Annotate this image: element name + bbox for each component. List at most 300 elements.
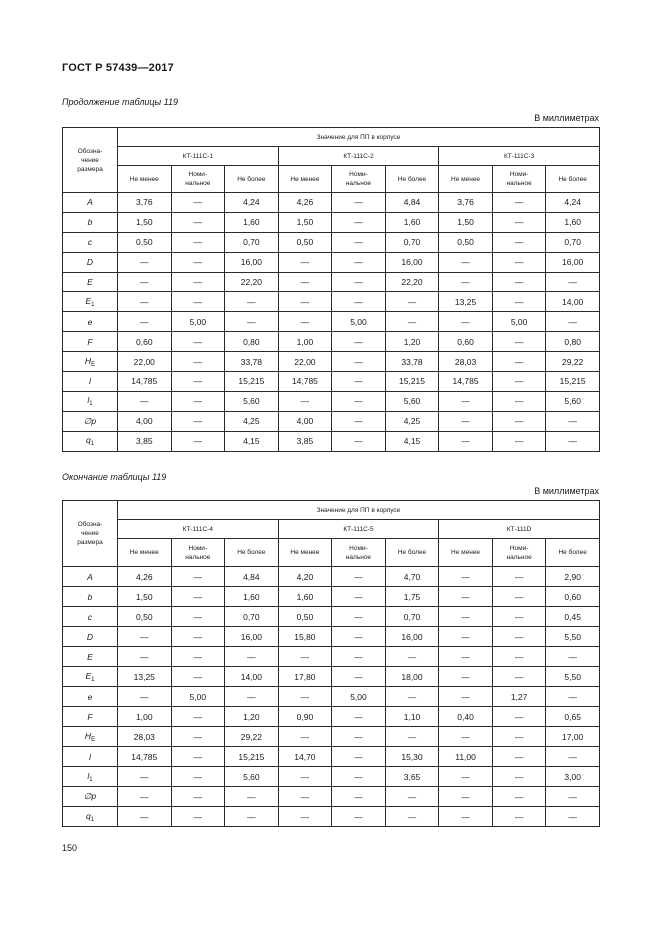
value-cell: 22,20 (225, 272, 279, 292)
value-cell: — (278, 252, 332, 272)
symbol-subscript: 1 (91, 676, 95, 683)
value-cell: 14,785 (118, 747, 172, 767)
value-cell: — (171, 411, 225, 431)
value-cell: — (118, 391, 172, 411)
value-cell: — (171, 807, 225, 827)
value-cell: 0,40 (439, 707, 493, 727)
value-cell: 5,50 (546, 627, 600, 647)
table-row (63, 787, 600, 807)
table-row (63, 332, 600, 352)
value-cell: 16,00 (225, 627, 279, 647)
value-cell: — (118, 687, 172, 707)
dimension-symbol (63, 332, 118, 352)
value-cell: — (332, 567, 386, 587)
limit-subheader: Не менее (118, 166, 172, 193)
value-cell: 4,00 (278, 411, 332, 431)
value-cell: — (278, 292, 332, 312)
value-cell: — (546, 807, 600, 827)
value-cell: — (171, 272, 225, 292)
package-group-header: КТ-111D (439, 520, 600, 539)
dimension-symbol (63, 687, 118, 707)
value-cell: — (492, 767, 546, 787)
value-cell: — (171, 647, 225, 667)
table-row (63, 647, 600, 667)
value-cell: — (492, 252, 546, 272)
value-cell: 5,60 (385, 391, 439, 411)
value-cell: — (492, 372, 546, 392)
table-row (63, 767, 600, 787)
value-header: Значение для ПП в корпусе (118, 128, 600, 147)
value-cell: — (171, 232, 225, 252)
value-cell: — (439, 687, 493, 707)
value-cell: — (171, 332, 225, 352)
value-cell: — (332, 272, 386, 292)
table2 (62, 500, 600, 827)
symbol-text: E (85, 295, 92, 306)
dimension-symbol (63, 193, 118, 213)
dimension-symbol (63, 647, 118, 667)
symbol-text: q (85, 435, 91, 446)
value-cell: — (332, 332, 386, 352)
document-title: ГОСТ Р 57439—2017 (62, 62, 174, 74)
value-cell: 1,60 (546, 212, 600, 232)
value-cell: 1,00 (278, 332, 332, 352)
limit-subheader: Не более (225, 539, 279, 567)
value-cell: — (278, 807, 332, 827)
value-cell: — (171, 292, 225, 312)
value-cell: — (332, 807, 386, 827)
value-cell: — (385, 292, 439, 312)
dimension-symbol (63, 212, 118, 232)
value-cell: — (492, 411, 546, 431)
table-row (63, 372, 600, 392)
value-cell: 0,65 (546, 707, 600, 727)
table-row (63, 747, 600, 767)
value-cell: 13,25 (118, 667, 172, 687)
value-cell: 3,76 (118, 193, 172, 213)
value-cell: — (492, 807, 546, 827)
dimension-symbol (63, 431, 118, 451)
value-cell: — (439, 727, 493, 747)
value-cell: — (546, 787, 600, 807)
value-cell: 16,00 (546, 252, 600, 272)
symbol-text: A (87, 571, 93, 582)
value-cell: 0,50 (118, 607, 172, 627)
table-row (63, 567, 600, 587)
package-group-header: КТ-111С-4 (118, 520, 279, 539)
dimension-symbol (63, 272, 118, 292)
value-cell: 15,30 (385, 747, 439, 767)
value-cell: 5,00 (171, 312, 225, 332)
value-cell: — (492, 431, 546, 451)
table1-caption: Продолжение таблицы 119 (62, 97, 179, 107)
value-cell: — (439, 587, 493, 607)
value-cell: — (385, 727, 439, 747)
value-cell: — (492, 272, 546, 292)
value-cell: 5,00 (171, 687, 225, 707)
symbol-text: l (87, 395, 90, 406)
value-cell: — (332, 232, 386, 252)
table-row (63, 272, 600, 292)
package-group-header: КТ-111С-3 (439, 147, 600, 166)
value-cell: 5,50 (546, 667, 600, 687)
value-cell: — (171, 587, 225, 607)
value-cell: — (546, 747, 600, 767)
value-cell: 2,90 (546, 567, 600, 587)
value-cell: — (171, 607, 225, 627)
value-cell: — (439, 787, 493, 807)
value-cell: — (439, 272, 493, 292)
value-cell: — (439, 767, 493, 787)
symbol-text: q (85, 810, 91, 821)
dimension-symbol (63, 707, 118, 727)
value-cell: 15,215 (546, 372, 600, 392)
value-cell: — (225, 292, 279, 312)
value-cell: — (118, 647, 172, 667)
value-cell: — (385, 687, 439, 707)
table-row (63, 627, 600, 647)
symbol-text: D (86, 631, 94, 642)
value-cell: — (278, 391, 332, 411)
table-row (63, 292, 600, 312)
value-cell: — (439, 627, 493, 647)
symbol-text: b (87, 591, 93, 602)
value-cell: — (492, 193, 546, 213)
value-cell: 1,50 (278, 212, 332, 232)
package-group-header: КТ-111С-2 (278, 147, 439, 166)
limit-subheader: Не менее (278, 539, 332, 567)
value-cell: — (332, 431, 386, 451)
value-cell: — (118, 627, 172, 647)
dimension-symbol (63, 667, 118, 687)
value-cell: — (332, 193, 386, 213)
value-cell: — (118, 767, 172, 787)
value-cell: 33,78 (225, 352, 279, 372)
value-cell: — (492, 391, 546, 411)
limit-subheader: Не более (385, 539, 439, 567)
value-cell: 29,22 (546, 352, 600, 372)
value-cell: 0,60 (118, 332, 172, 352)
value-cell: — (118, 252, 172, 272)
value-cell: — (332, 212, 386, 232)
value-cell: 0,70 (385, 607, 439, 627)
value-cell: 4,25 (225, 411, 279, 431)
value-cell: — (439, 431, 493, 451)
value-cell: 0,70 (225, 607, 279, 627)
symbol-text: H (84, 355, 92, 366)
value-cell: — (332, 587, 386, 607)
value-cell: 1,60 (385, 212, 439, 232)
value-cell: — (332, 292, 386, 312)
value-cell: 0,70 (225, 232, 279, 252)
value-cell: — (492, 232, 546, 252)
table-row (63, 431, 600, 451)
limit-subheader: Номи- нальное (171, 539, 225, 567)
symbol-text: ∅p (83, 415, 97, 426)
value-cell: 4,84 (385, 193, 439, 213)
dimension-symbol (63, 292, 118, 312)
value-cell: — (171, 372, 225, 392)
value-cell: — (171, 212, 225, 232)
value-cell: — (118, 312, 172, 332)
value-cell: 1,60 (225, 212, 279, 232)
symbol-text: F (87, 336, 93, 347)
value-cell: 0,50 (278, 607, 332, 627)
value-cell: — (118, 292, 172, 312)
value-cell: 5,00 (332, 312, 386, 332)
value-cell: 14,70 (278, 747, 332, 767)
value-cell: — (492, 787, 546, 807)
symbol-text: E (87, 651, 93, 662)
value-cell: 15,80 (278, 627, 332, 647)
value-cell: — (171, 193, 225, 213)
symbol-subscript: 1 (89, 776, 93, 783)
value-cell: — (278, 687, 332, 707)
value-cell: — (332, 767, 386, 787)
dimension-symbol (63, 767, 118, 787)
value-cell: — (171, 352, 225, 372)
limit-subheader: Не более (225, 166, 279, 193)
value-cell: 13,25 (439, 292, 493, 312)
value-cell: — (439, 312, 493, 332)
value-cell: — (492, 647, 546, 667)
value-cell: 22,00 (118, 352, 172, 372)
value-cell: 16,00 (385, 627, 439, 647)
value-cell: 5,00 (492, 312, 546, 332)
symbol-text: A (87, 197, 93, 208)
value-cell: 4,26 (118, 567, 172, 587)
value-cell: — (332, 411, 386, 431)
symbol-subscript: 1 (91, 301, 95, 308)
value-cell: — (278, 647, 332, 667)
value-cell: — (278, 272, 332, 292)
value-cell: 1,60 (225, 587, 279, 607)
package-group-header: КТ-111С-1 (118, 147, 279, 166)
value-cell: — (492, 587, 546, 607)
value-cell: — (332, 372, 386, 392)
dimension-symbol (63, 727, 118, 747)
value-cell: — (171, 431, 225, 451)
value-cell: — (332, 707, 386, 727)
symbol-subscript: 1 (90, 441, 95, 448)
value-cell: 11,00 (439, 747, 493, 767)
value-cell: 1,50 (118, 587, 172, 607)
value-cell: — (385, 807, 439, 827)
dimension-symbol (63, 607, 118, 627)
value-cell: — (171, 567, 225, 587)
value-cell: — (225, 312, 279, 332)
value-cell: 15,215 (225, 372, 279, 392)
value-cell: — (439, 567, 493, 587)
value-cell: 5,60 (225, 391, 279, 411)
table-row (63, 707, 600, 727)
value-cell: — (439, 807, 493, 827)
value-cell: 4,70 (385, 567, 439, 587)
page-number: 150 (62, 843, 78, 853)
value-cell: — (332, 607, 386, 627)
value-cell: 14,785 (278, 372, 332, 392)
symbol-text: F (87, 711, 93, 722)
limit-subheader: Не менее (118, 539, 172, 567)
value-cell: — (225, 647, 279, 667)
value-cell: 1,20 (385, 332, 439, 352)
value-cell: 1,50 (118, 212, 172, 232)
package-group-header: КТ-111С-5 (278, 520, 439, 539)
value-cell: — (546, 312, 600, 332)
value-cell: 3,00 (546, 767, 600, 787)
value-cell: 0,70 (385, 232, 439, 252)
limit-subheader: Не менее (439, 539, 493, 567)
table2-units: В миллиметрах (534, 486, 599, 496)
value-cell: — (118, 272, 172, 292)
value-cell: 1,75 (385, 587, 439, 607)
dimension-symbol (63, 352, 118, 372)
limit-subheader: Не более (546, 166, 600, 193)
value-cell: — (332, 627, 386, 647)
symbol-text: E (87, 277, 93, 287)
symbol-text: c (87, 237, 93, 248)
value-cell: 14,785 (439, 372, 493, 392)
value-cell: — (332, 352, 386, 372)
value-cell: — (439, 667, 493, 687)
limit-subheader: Не более (546, 539, 600, 567)
table-row (63, 727, 600, 747)
table-row (63, 807, 600, 827)
value-cell: — (278, 727, 332, 747)
value-cell: 1,00 (118, 707, 172, 727)
value-cell: — (546, 687, 600, 707)
dimension-symbol (63, 627, 118, 647)
value-cell: 5,60 (225, 767, 279, 787)
value-cell: — (546, 272, 600, 292)
value-cell: — (546, 431, 600, 451)
value-cell: — (171, 787, 225, 807)
value-cell: 4,00 (118, 411, 172, 431)
value-cell: 22,00 (278, 352, 332, 372)
value-cell: 0,45 (546, 607, 600, 627)
value-cell: 1,10 (385, 707, 439, 727)
value-cell: 15,215 (225, 747, 279, 767)
symbol-subscript: 1 (90, 816, 95, 823)
value-cell: 28,03 (118, 727, 172, 747)
value-cell: — (492, 567, 546, 587)
table-row (63, 252, 600, 272)
value-cell: — (171, 391, 225, 411)
value-cell: — (278, 787, 332, 807)
limit-subheader: Не более (385, 166, 439, 193)
value-cell: — (171, 747, 225, 767)
value-cell: — (439, 391, 493, 411)
value-cell: 4,25 (385, 411, 439, 431)
value-cell: 28,03 (439, 352, 493, 372)
value-cell: — (118, 787, 172, 807)
value-cell: — (332, 647, 386, 667)
table1 (62, 127, 600, 452)
value-cell: 4,15 (225, 431, 279, 451)
value-cell: — (332, 727, 386, 747)
value-cell: 0,50 (118, 232, 172, 252)
value-cell: — (492, 747, 546, 767)
value-cell: 5,60 (546, 391, 600, 411)
dimension-symbol (63, 312, 118, 332)
value-cell: — (492, 212, 546, 232)
symbol-text: H (84, 730, 92, 741)
symbol-text: l (89, 376, 91, 387)
value-cell: — (171, 727, 225, 747)
value-cell: — (439, 647, 493, 667)
value-cell: — (492, 292, 546, 312)
dimension-symbol (63, 372, 118, 392)
value-cell: 3,76 (439, 193, 493, 213)
value-cell: 4,26 (278, 193, 332, 213)
value-cell: — (171, 767, 225, 787)
dimension-symbol (63, 411, 118, 431)
table-row (63, 212, 600, 232)
table-row (63, 607, 600, 627)
value-cell: 33,78 (385, 352, 439, 372)
value-cell: 1,50 (439, 212, 493, 232)
table2-caption: Окончание таблицы 119 (62, 472, 167, 482)
table-row (63, 687, 600, 707)
value-cell: 4,84 (225, 567, 279, 587)
dimension-symbol (63, 567, 118, 587)
value-cell: — (439, 411, 493, 431)
value-cell: 4,15 (385, 431, 439, 451)
symbol-text: l (87, 770, 90, 781)
value-cell: — (332, 252, 386, 272)
value-cell: — (171, 667, 225, 687)
value-cell: — (492, 627, 546, 647)
value-cell: — (332, 667, 386, 687)
value-cell: 16,00 (225, 252, 279, 272)
limit-subheader: Номи- нальное (332, 166, 386, 193)
value-cell: — (225, 687, 279, 707)
value-cell: — (171, 627, 225, 647)
value-cell: 1,27 (492, 687, 546, 707)
value-cell: — (118, 807, 172, 827)
symbol-text: e (87, 316, 93, 327)
limit-subheader: Номи- нальное (492, 166, 546, 193)
dimension-symbol (63, 587, 118, 607)
value-cell: — (492, 727, 546, 747)
value-cell: 1,20 (225, 707, 279, 727)
value-cell: 0,60 (546, 587, 600, 607)
value-cell: 14,785 (118, 372, 172, 392)
symbol-text: ∅p (83, 791, 97, 801)
table-row (63, 667, 600, 687)
value-cell: 3,85 (278, 431, 332, 451)
symbol-text: b (87, 217, 93, 228)
value-cell: 17,80 (278, 667, 332, 687)
value-cell: — (385, 647, 439, 667)
limit-subheader: Номи- нальное (171, 166, 225, 193)
value-cell: — (492, 667, 546, 687)
value-cell: 0,80 (546, 332, 600, 352)
value-cell: 0,90 (278, 707, 332, 727)
dimension-symbol (63, 252, 118, 272)
symbol-text: D (86, 257, 94, 268)
dimension-symbol (63, 747, 118, 767)
value-cell: 22,20 (385, 272, 439, 292)
value-cell: 17,00 (546, 727, 600, 747)
value-cell: 1,60 (278, 587, 332, 607)
symbol-subscript: E (91, 361, 96, 368)
value-cell: 5,00 (332, 687, 386, 707)
value-cell: — (278, 312, 332, 332)
value-cell: 18,00 (385, 667, 439, 687)
value-cell: 0,70 (546, 232, 600, 252)
value-cell: 3,65 (385, 767, 439, 787)
